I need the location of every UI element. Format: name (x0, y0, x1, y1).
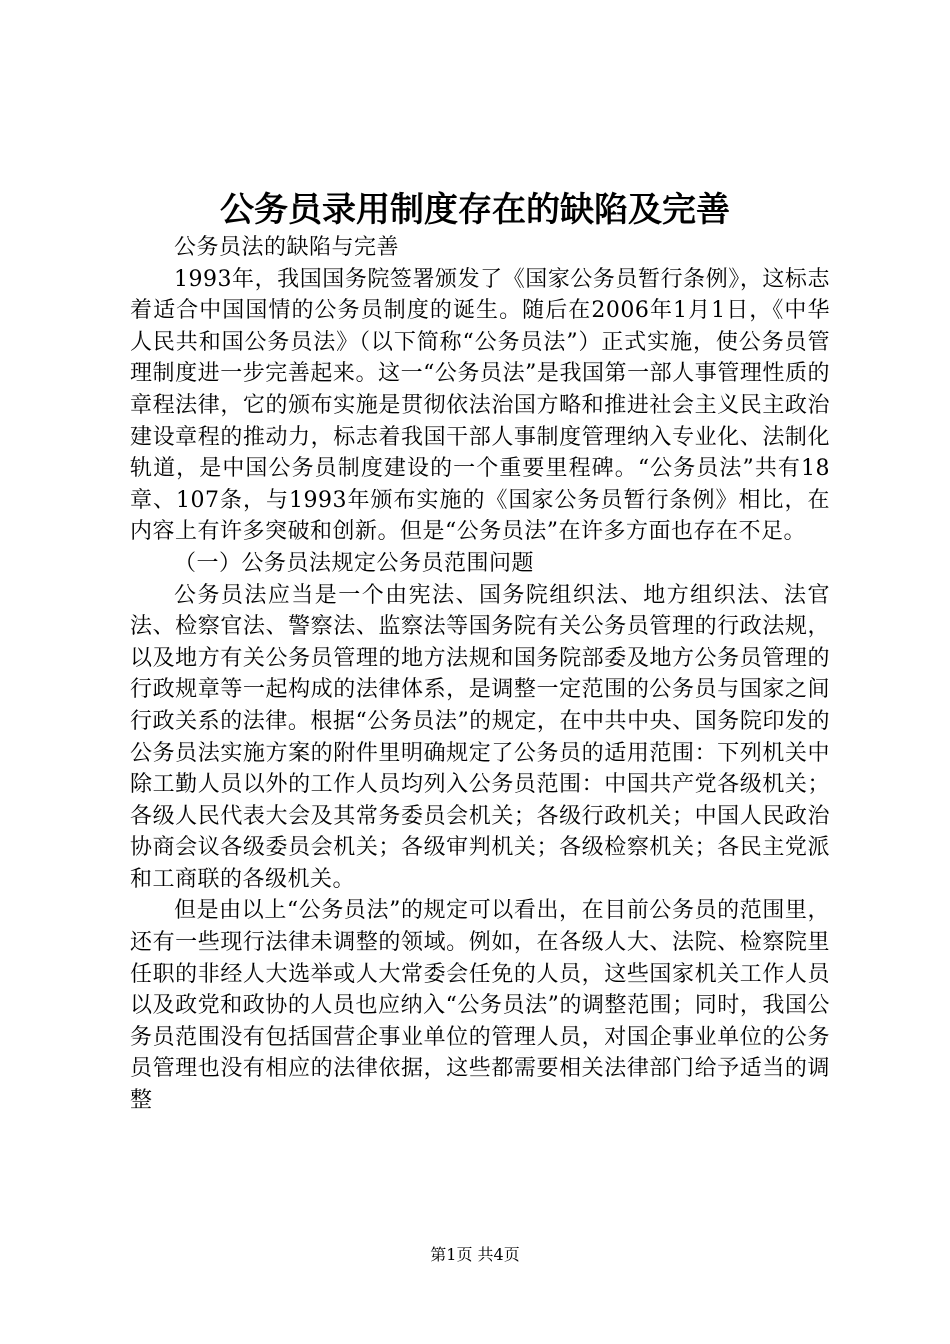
paragraph-subtitle: 公务员法的缺陷与完善 (174, 235, 400, 260)
document-title: 公务员录用制度存在的缺陷及完善 (220, 190, 730, 230)
section-heading: （一）公务员法规定公务员范围问题 (174, 550, 535, 576)
paragraph-gaps: 但是由以上“公务员法”的规定可以看出，在目前公务员的范围里，还有一些现行法律未调整的领域。例如，在各级人大、法院、检察院里任职的非经人大选举或人大常委会任免的人员，这些国家机关工作人员以及政党和政协的人员也应纳入“公务员法”的调整范围；同时，我国公务员范围没有包括国营企事业单位的管理人员，对国企事业单位的公务员管理也没有相应的法律依据，这些都需要相关法律部门给予适当的调整 (130, 898, 830, 1114)
paragraph-intro: 1993年，我国国务院签署颁发了《国家公务员暂行条例》，这标志着适合中国国情的公务员制度的诞生。随后在2006年1月1日，《中华人民共和国公务员法》（以下简称“公务员法”）正式实施，使公务员管理制度进一步完善起来。这一“公务员法”是我国第一部人事管理性质的章程法律，它的颁布实施是贯彻依法治国方略和推进社会主义民主政治建设章程的推动力，标志着我国干部人事制度管理纳入专业化、法制化轨道，是中国公务员制度建设的一个重要里程碑。“公务员法”共有18章、107条，与1993年颁布实施的《国家公务员暂行条例》相比，在内容上有许多突破和创新。但是“公务员法”在许多方面也存在不足。 (130, 266, 830, 545)
page-footer: 第1页 共4页 (430, 1245, 520, 1264)
document-body (130, 232, 830, 1117)
paragraph-scope: 公务员法应当是一个由宪法、国务院组织法、地方组织法、法官法、检察官法、警察法、监察法等国务院有关公务员管理的行政法规，以及地方有关公务员管理的地方法规和国务院部委及地方公务员管理的行政规章等一起构成的法律体系，是调整一定范围的公务员与国家之间行政关系的法律。根据“公务员法”的规定，在中共中央、国务院印发的公务员法实施方案的附件里明确规定了公务员的适用范围：下列机关中除工勤人员以外的工作人员均列入公务员范围：中国共产党各级机关；各级人民代表大会及其常务委员会机关；各级行政机关；中国人民政治协商会议各级委员会机关；各级审判机关；各级检察机关；各民主党派和工商联的各级机关。 (130, 582, 830, 892)
